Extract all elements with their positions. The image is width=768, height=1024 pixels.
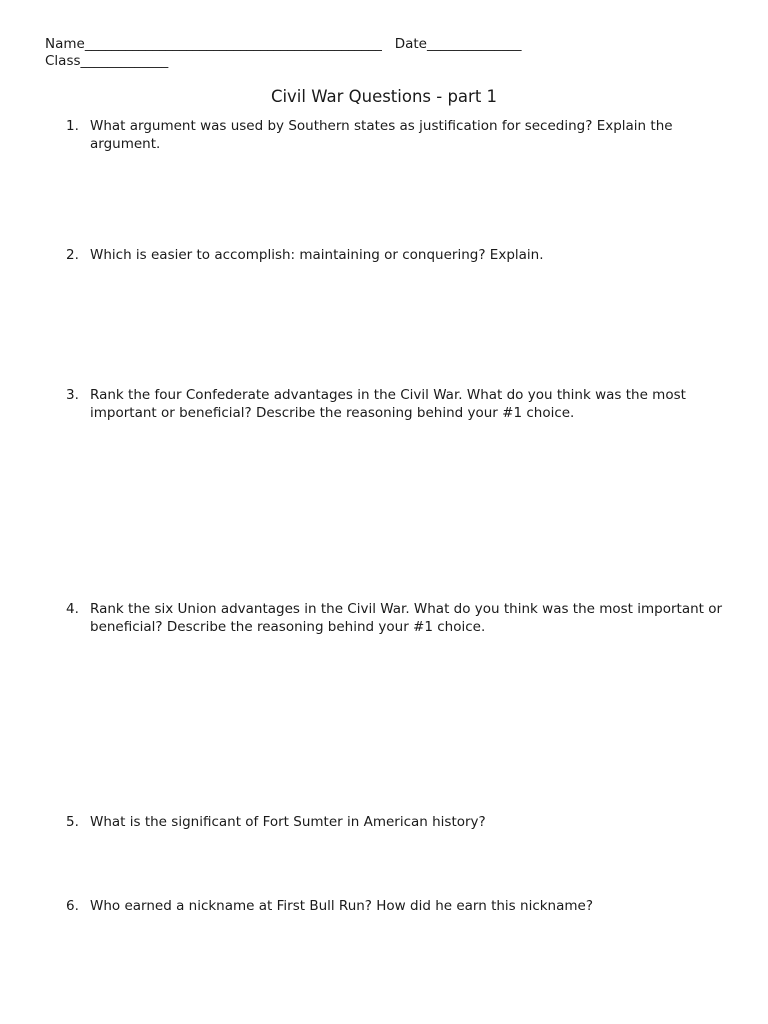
class-line: Class_____________ [45, 53, 169, 69]
question-number: 1. [66, 118, 79, 134]
question-4 [66, 600, 726, 636]
question-text: What is the significant of Fort Sumter in American history? [90, 814, 486, 830]
question-number: 6. [66, 898, 79, 914]
name-date-line: Name____________________________________________ Date______________ [45, 36, 522, 52]
question-text: Rank the six Union advantages in the Civil War. What do you think was the most important or beneficial? Describe the reasoning behind your #1 choice. [90, 601, 723, 635]
question-number: 3. [66, 387, 79, 403]
question-2 [66, 246, 726, 264]
question-text: Which is easier to accomplish: maintaining or conquering? Explain. [90, 247, 544, 263]
question-text: Who earned a nickname at First Bull Run? How did he earn this nickname? [90, 898, 594, 914]
question-6 [66, 897, 726, 915]
question-text: What argument was used by Southern states as justification for seceding? Explain the argument. [90, 118, 673, 152]
question-number: 5. [66, 814, 79, 830]
question-number: 2. [66, 247, 79, 263]
question-1 [66, 117, 726, 153]
question-text: Rank the four Confederate advantages in the Civil War. What do you think was the most important or beneficial? Describe the reasoning behind your #1 choice. [90, 387, 686, 421]
page-title: Civil War Questions - part 1 [270, 87, 498, 106]
question-3 [66, 386, 726, 422]
question-5 [66, 813, 726, 831]
question-number: 4. [66, 601, 79, 617]
